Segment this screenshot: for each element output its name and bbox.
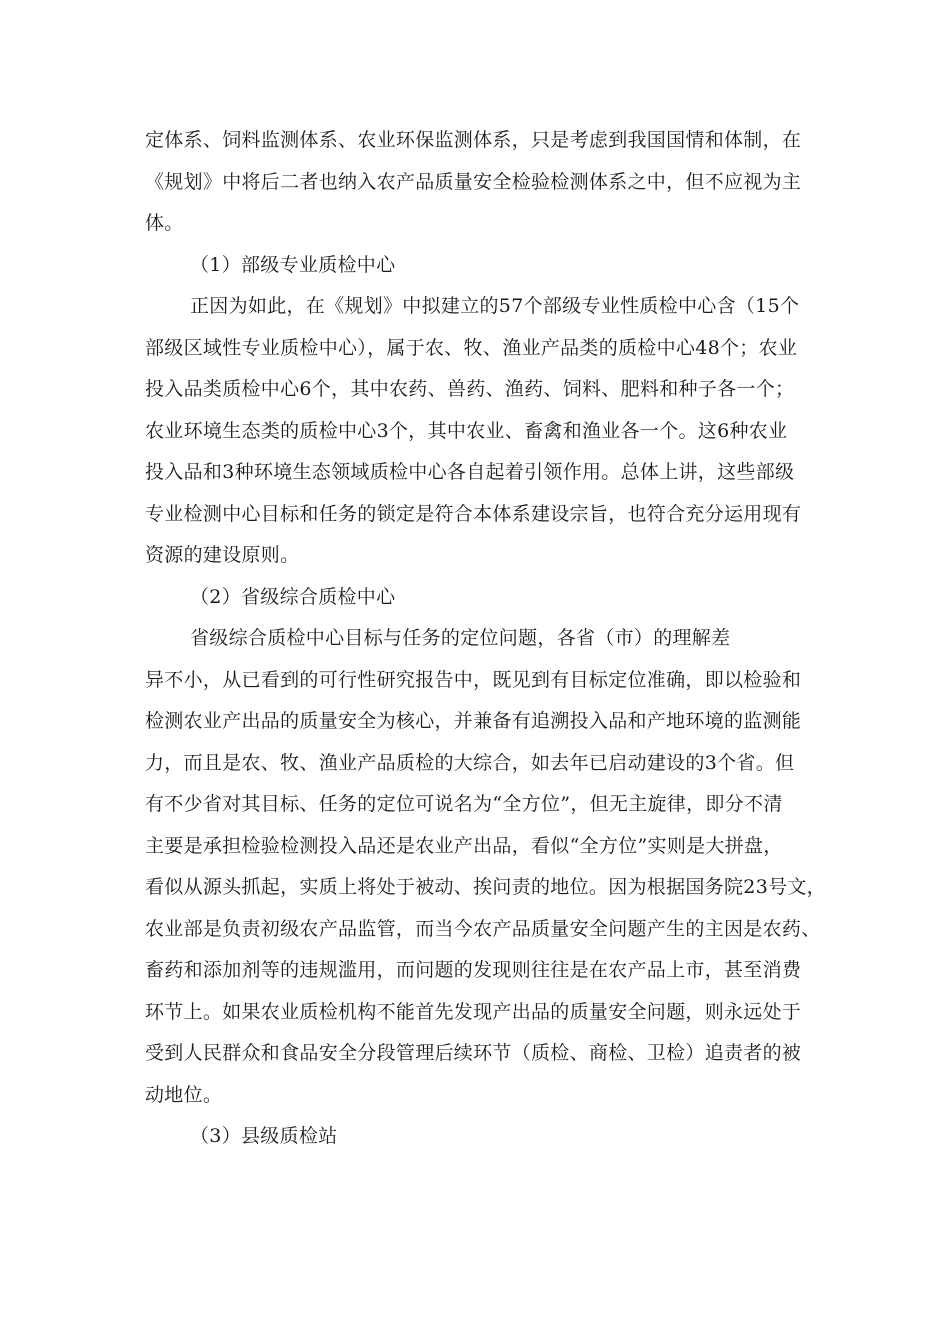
section-heading: （2）省级综合质检中心	[190, 586, 396, 608]
text-line: 农业部是负责初级农产品监管，而当今农产品质量安全问题产生的主因是农药、	[145, 918, 821, 940]
text-line: 投入品和3种环境生态领域质检中心各自起着引领作用。总体上讲，这些部级	[145, 461, 795, 483]
text-line: 正因为如此，在《规划》中拟建立的57个部级专业性质检中心含（15个	[190, 295, 800, 317]
text-line: 看似从源头抓起，实质上将处于被动、挨问责的地位。因为根据国务院23号文，	[145, 876, 826, 898]
text-line: 力，而且是农、牧、渔业产品质检的大综合，如去年已启动建设的3个省。但	[145, 752, 795, 774]
text-line: 畜药和添加剂等的违规滥用，而问题的发现则往往是在农产品上市，甚至消费	[145, 959, 802, 981]
section-heading: （1）部级专业质检中心	[190, 254, 396, 276]
text-line: 动地位。	[145, 1084, 223, 1106]
text-line: 检测农业产出品的质量安全为核心，并兼备有追溯投入品和产地环境的监测能	[145, 710, 802, 732]
text-line: 农业环境生态类的质检中心3个，其中农业、畜禽和渔业各一个。这6种农业	[145, 420, 788, 442]
text-line: 有不少省对其目标、任务的定位可说名为“全方位”，但无主旋律，即分不清	[145, 793, 783, 815]
text-line: 省级综合质检中心目标与任务的定位问题，各省（市）的理解差	[190, 627, 731, 649]
section-heading: （3）县级质检站	[190, 1125, 338, 1147]
text-line: 部级区域性专业质检中心），属于农、牧、渔业产品类的质检中心48个；农业	[145, 337, 798, 359]
text-line: 投入品类质检中心6个，其中农药、兽药、渔药、饲料、肥料和种子各一个；	[145, 378, 795, 400]
text-line: 定体系、饲料监测体系、农业环保监测体系，只是考虑到我国国情和体制，在	[145, 129, 802, 151]
text-line: 《规划》中将后二者也纳入农产品质量安全检验检测体系之中，但不应视为主	[145, 171, 802, 193]
text-line: 专业检测中心目标和任务的锁定是符合本体系建设宗旨，也符合充分运用现有	[145, 503, 802, 525]
text-line: 资源的建设原则。	[145, 544, 300, 566]
text-line: 受到人民群众和食品安全分段管理后续环节（质检、商检、卫检）追责者的被	[145, 1042, 802, 1064]
text-line: 主要是承担检验检测投入品还是农业产出品，看似“全方位”实则是大拼盘，	[145, 835, 783, 857]
text-line: 体。	[145, 212, 184, 234]
text-line: 环节上。如果农业质检机构不能首先发现产出品的质量安全问题，则永远处于	[145, 1001, 802, 1023]
text-line: 异不小，从已看到的可行性研究报告中，既见到有目标定位准确，即以检验和	[145, 669, 802, 691]
